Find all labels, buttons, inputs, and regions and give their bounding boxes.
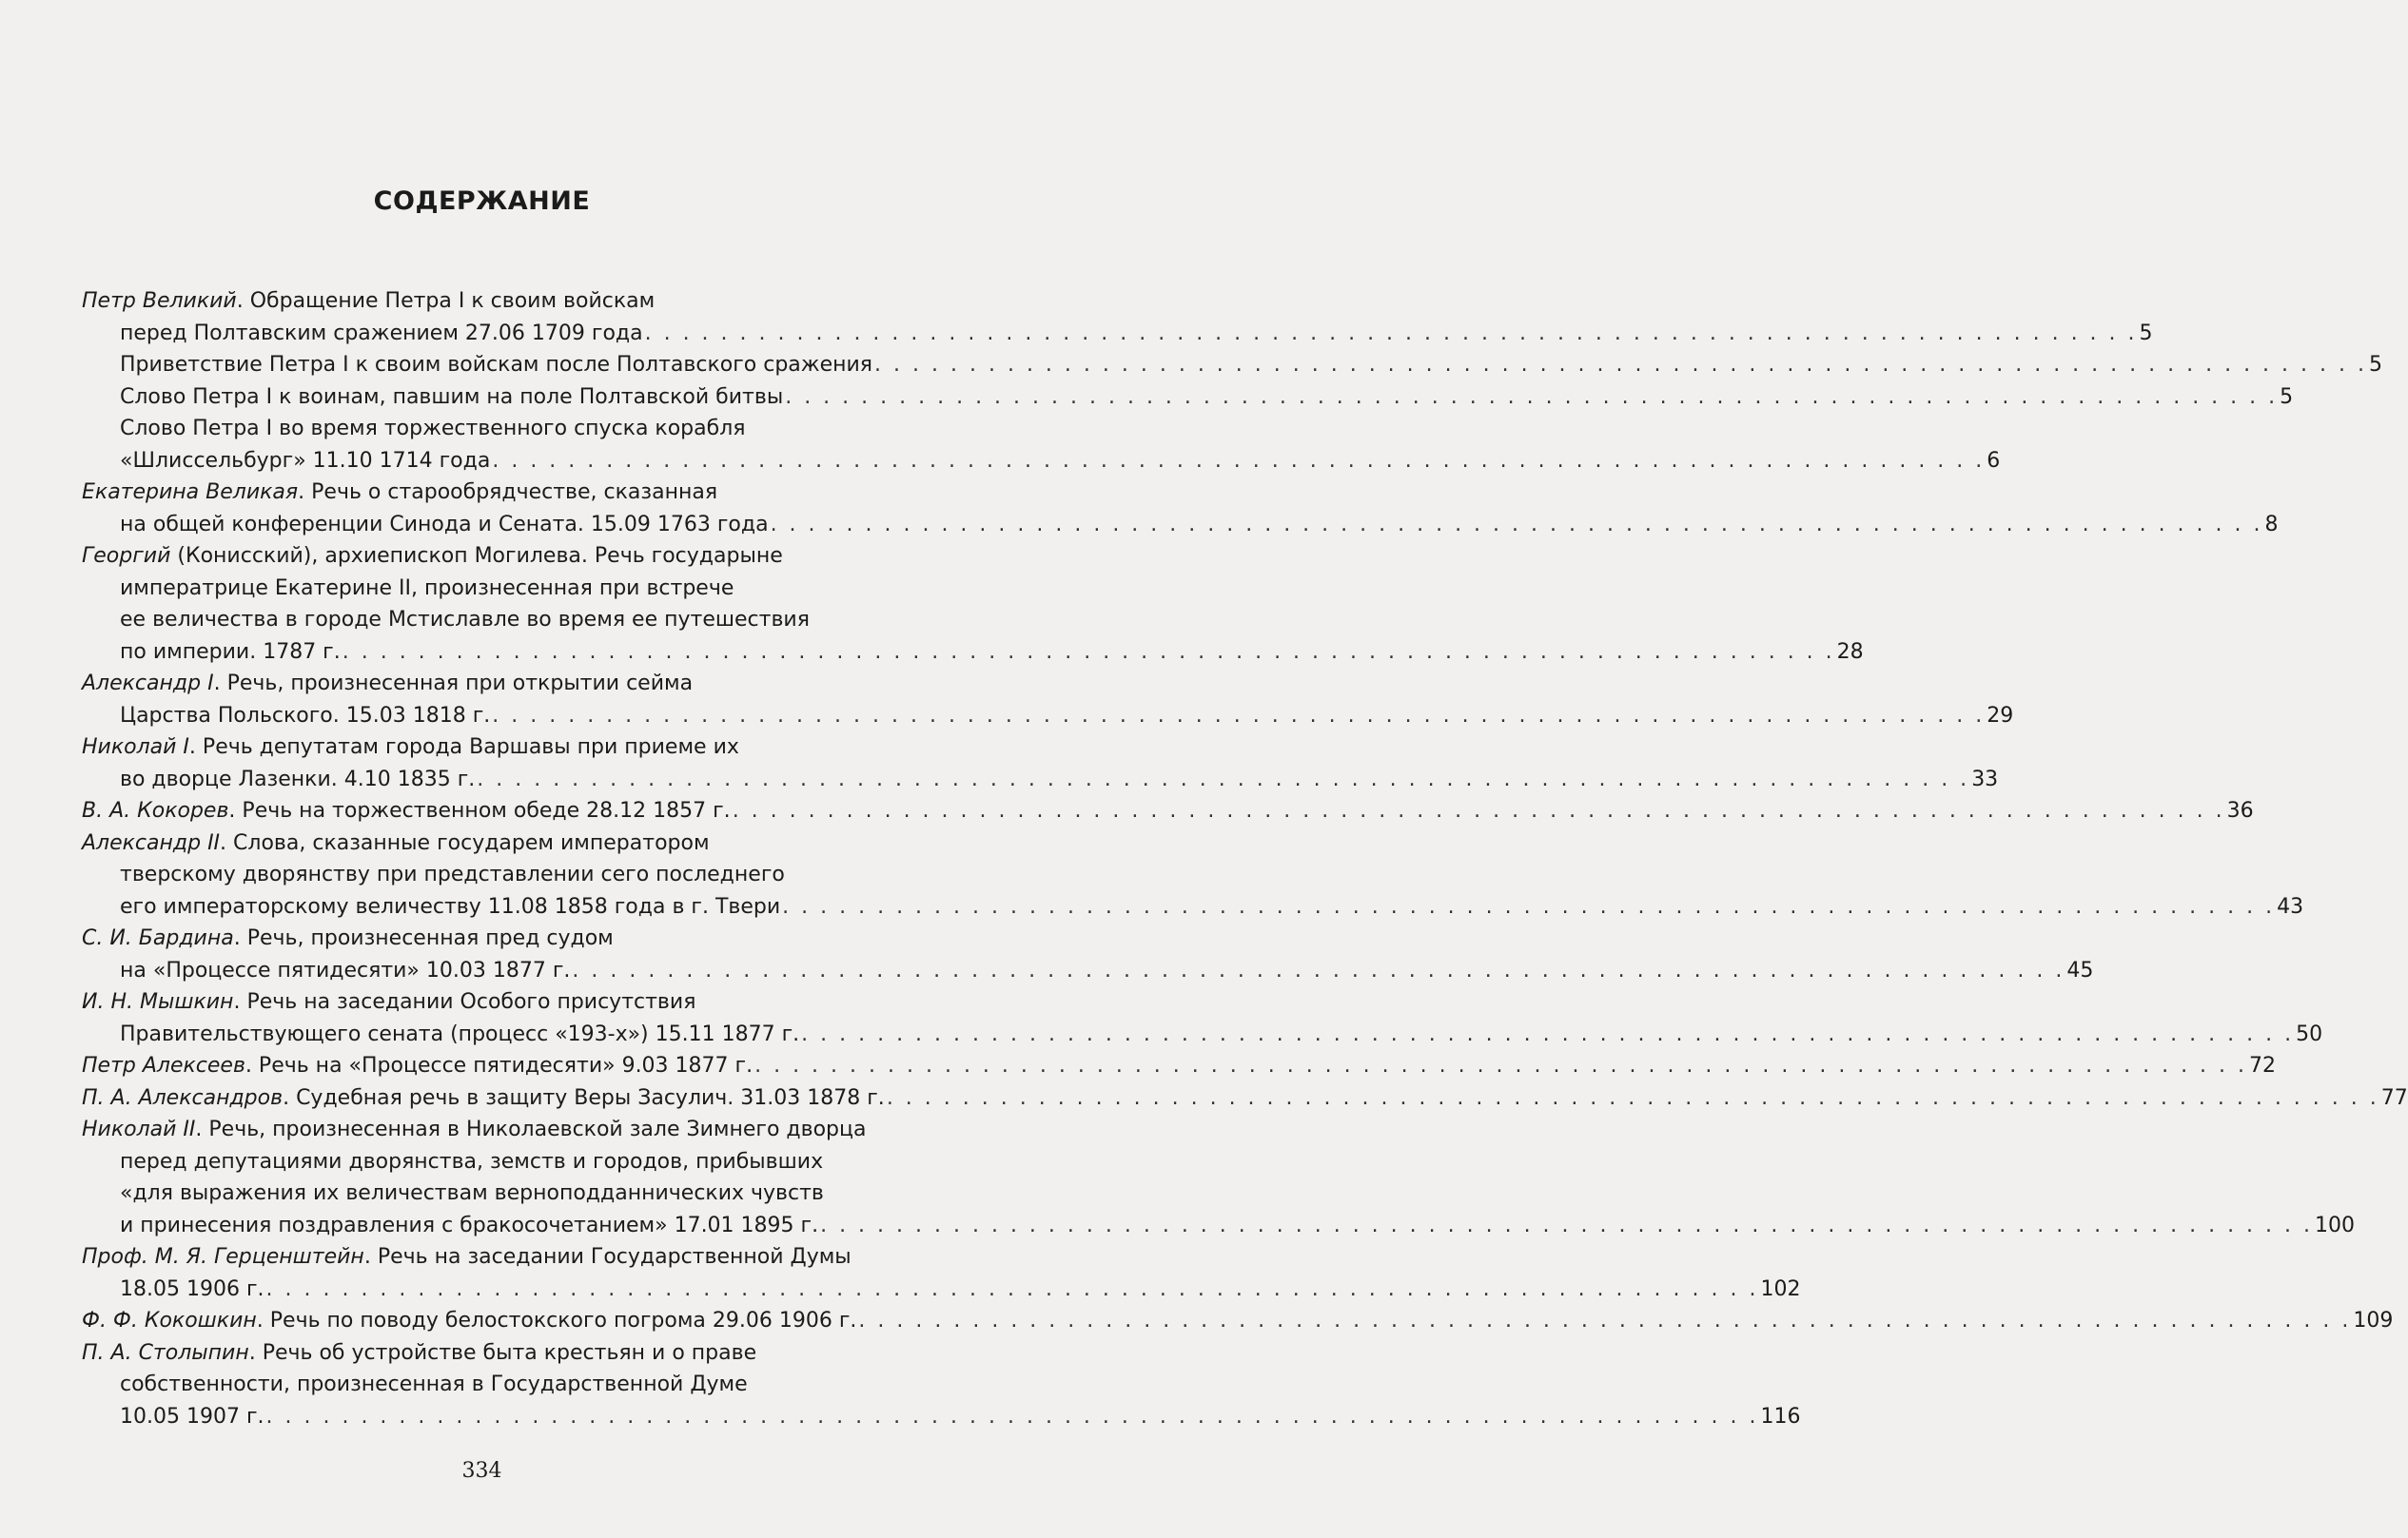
toc-title: (Конисский), архиепископ Могилева. Речь государыне — [177, 544, 783, 568]
toc-author: Георгий — [82, 544, 171, 568]
toc-line — [82, 445, 2001, 477]
toc-line: Петр Алексеев. Речь на «Процессе пятидесяти» 9.03 1877 г. . . . . . . . . . . . . . . . . . . . . . . . . . . . . . . . . . . . . . . . . . . . . . . . . . . . . . . . . . . . . . . . . . . . . . . . . . . . . . . . 72 — [82, 1050, 919, 1082]
toc-title: Речь на заседании Государственной Думы — [377, 1245, 852, 1269]
toc-title: его императорскому величеству 11.08 1858 года в г. Твери — [120, 894, 781, 919]
toc-title: во дворце Лазенки. 4.10 1835 г. — [120, 767, 476, 791]
toc-title: Речь по поводу белостокского погрома 29.06 1906 г. — [269, 1309, 857, 1333]
toc-line: С. И. Бардина. Речь, произнесенная пред судом — [82, 926, 614, 950]
toc-title: Речь на торжественном обеде 28.12 1857 г. — [242, 799, 731, 823]
toc-entry — [82, 986, 2323, 1050]
toc-line — [82, 604, 919, 636]
toc-entry — [82, 381, 2294, 414]
toc-line: П. А. Столыпин. Речь об устройстве быта крестьян и о праве — [82, 1340, 757, 1365]
toc-line — [82, 573, 919, 605]
toc-title: Речь на «Процессе пятидесяти» 9.03 1877 г. — [258, 1054, 754, 1078]
toc-author: П. А. Столыпин — [82, 1340, 249, 1365]
toc-title: 10.05 1907 г. — [120, 1404, 264, 1429]
toc-title: Судебная речь в защиту Веры Засулич. 31.03 1878 г. — [296, 1085, 885, 1110]
toc-title: ее величества в городе Мстиславле во время ее путешествия — [120, 608, 810, 632]
toc-entry — [82, 668, 2014, 731]
toc-title: на общей конференции Синода и Сената. 15.09 1763 года — [120, 512, 769, 536]
toc-line: В. А. Кокорев. Речь на торжественном обеде 28.12 1857 г. . . . . . . . . . . . . . . . . . . . . . . . . . . . . . . . . . . . . . . . . . . . . . . . . . . . . . . . . . . . . . . . . . . . . . . . . . . . . . . . 36 — [82, 795, 919, 827]
toc-author: П. А. Александров — [82, 1085, 284, 1110]
toc-line — [82, 413, 919, 445]
toc-page-number: 5 — [2368, 353, 2382, 377]
dot-leader: . . . . . . . . . . . . . . . . . . . . . . . . . . . . . . . . . . . . . . . . . . . . . . . . . . . . . . . . . . . . . . . . . . . . . . . . . . . . . . . — [754, 1054, 2248, 1078]
toc-author: В. А. Кокорев — [82, 799, 229, 823]
toc-page-number: 102 — [1760, 1276, 1801, 1301]
toc-title: перед депутациями дворянства, земств и городов, прибывших — [120, 1149, 824, 1174]
toc-line — [82, 1210, 2356, 1242]
toc-entry — [82, 349, 2382, 381]
toc-title: Обращение Петра I к своим войскам — [249, 289, 656, 313]
toc-line: Николай II. Речь, произнесенная в Николаевской зале Зимнего дворца — [82, 1118, 867, 1141]
dot-leader: . . . . . . . . . . . . . . . . . . . . . . . . . . . . . . . . . . . . . . . . . . . . . . . . . . . . . . . . . . . . . . . . . . . . . . . . . . . . . . . — [342, 639, 1835, 664]
toc-page-number: 109 — [2353, 1309, 2394, 1333]
toc-line — [82, 1019, 2323, 1051]
toc-title: собственности, произнесенная в Государственной Думе — [120, 1373, 748, 1396]
toc-entry — [82, 731, 1999, 795]
dot-leader: . . . . . . . . . . . . . . . . . . . . . . . . . . . . . . . . . . . . . . . . . . . . . . . . . . . . . . . . . . . . . . . . . . . . . . . . . . . . . . . — [886, 1085, 2379, 1110]
toc-line: Александр II. Слова, сказанные государем императором — [82, 830, 710, 855]
toc-entry — [82, 540, 1864, 668]
toc-page-number: 45 — [2066, 958, 2094, 983]
toc-author: Александр II — [82, 830, 221, 855]
toc-line — [82, 859, 919, 891]
toc-page-number: 28 — [1836, 639, 1864, 664]
toc-title: 18.05 1906 г. — [120, 1276, 264, 1301]
toc-page-number: 8 — [2264, 512, 2279, 536]
toc-line: Проф. М. Я. Герценштейн. Речь на заседании Государственной Думы — [82, 1245, 852, 1269]
toc-line — [82, 955, 2094, 987]
dot-leader: . . . . . . . . . . . . . . . . . . . . . . . . . . . . . . . . . . . . . . . . . . . . . . . . . . . . . . . . . . . . . . . . . . . . . . . . . . . . . . . — [874, 353, 2367, 377]
table-of-contents — [82, 285, 2408, 1432]
toc-title: Речь на заседании Особого присутствия — [246, 990, 696, 1014]
toc-author: И. Н. Мышкин — [82, 990, 234, 1014]
dot-leader: . . . . . . . . . . . . . . . . . . . . . . . . . . . . . . . . . . . . . . . . . . . . . . . . . . . . . . . . . . . . . . . . . . . . . . . . . . . . . . . — [265, 1276, 1759, 1301]
toc-line — [82, 509, 2279, 541]
toc-entry — [82, 477, 2279, 540]
toc-title: Слово Петра I во время торжественного спуска корабля — [120, 417, 746, 440]
toc-page-number: 72 — [2249, 1054, 2277, 1078]
toc-line — [82, 349, 2382, 381]
toc-title: Приветствие Петра I к своим войскам после Полтавского сражения — [120, 353, 873, 377]
toc-page-number: 29 — [1987, 703, 2014, 728]
toc-title: и принесения поздравления с бракосочетанием» 17.01 1895 г. — [120, 1213, 819, 1237]
toc-author: Екатерина Великая — [82, 480, 299, 504]
dot-leader: . . . . . . . . . . . . . . . . . . . . . . . . . . . . . . . . . . . . . . . . . . . . . . . . . . . . . . . . . . . . . . . . . . . . . . . . . . . . . . . — [572, 958, 2065, 983]
toc-title: Правительствующего сената (процесс «193-х») 15.11 1877 г. — [120, 1022, 800, 1046]
toc-entry — [82, 923, 2094, 986]
toc-line — [82, 764, 1999, 796]
toc-entry — [82, 1114, 2356, 1241]
dot-leader: . . . . . . . . . . . . . . . . . . . . . . . . . . . . . . . . . . . . . . . . . . . . . . . . . . . . . . . . . . . . . . . . . . . . . . . . . . . . . . . — [644, 321, 2138, 345]
dot-leader: . . . . . . . . . . . . . . . . . . . . . . . . . . . . . . . . . . . . . . . . . . . . . . . . . . . . . . . . . . . . . . . . . . . . . . . . . . . . . . . — [782, 894, 2276, 919]
dot-leader: . . . . . . . . . . . . . . . . . . . . . . . . . . . . . . . . . . . . . . . . . . . . . . . . . . . . . . . . . . . . . . . . . . . . . . . . . . . . . . . — [477, 767, 1970, 791]
toc-line — [82, 1146, 919, 1178]
toc-author: Николай I — [82, 735, 189, 759]
toc-line — [82, 381, 2294, 414]
toc-author: Николай II — [82, 1118, 196, 1141]
toc-page-number: 5 — [2280, 384, 2294, 409]
toc-page-number: 5 — [2139, 321, 2153, 345]
toc-line — [82, 1369, 919, 1401]
dot-leader: . . . . . . . . . . . . . . . . . . . . . . . . . . . . . . . . . . . . . . . . . . . . . . . . . . . . . . . . . . . . . . . . . . . . . . . . . . . . . . . — [732, 799, 2225, 823]
toc-line — [82, 1274, 1801, 1306]
toc-title: Слово Петра I к воинам, павшим на поле Полтавской битвы — [120, 384, 784, 409]
toc-entry — [82, 795, 2254, 827]
toc-title: Речь, произнесенная при открытии сейма — [226, 672, 694, 695]
toc-entry — [82, 1050, 2277, 1082]
toc-entry — [82, 1241, 1801, 1305]
toc-page-number: 6 — [1987, 448, 2001, 473]
toc-author: Петр Алексеев — [82, 1054, 245, 1078]
toc-title: тверскому дворянству при представлении сего последнего — [120, 863, 785, 886]
toc-page-number: 100 — [2315, 1213, 2356, 1237]
dot-leader: . . . . . . . . . . . . . . . . . . . . . . . . . . . . . . . . . . . . . . . . . . . . . . . . . . . . . . . . . . . . . . . . . . . . . . . . . . . . . . . — [858, 1309, 2352, 1333]
toc-title: Речь, произнесенная в Николаевской зале Зимнего дворца — [208, 1118, 867, 1141]
dot-leader: . . . . . . . . . . . . . . . . . . . . . . . . . . . . . . . . . . . . . . . . . . . . . . . . . . . . . . . . . . . . . . . . . . . . . . . . . . . . . . . — [265, 1404, 1759, 1429]
toc-entry — [82, 285, 2153, 349]
toc-page-number: 77 — [2380, 1085, 2408, 1110]
toc-line — [82, 540, 919, 573]
toc-title: Речь, произнесенная пред судом — [246, 926, 614, 950]
page-number: 334 — [461, 1459, 502, 1483]
toc-title: «Шлиссельбург» 11.10 1714 года — [120, 448, 491, 473]
toc-title: на «Процессе пятидесяти» 10.03 1877 г. — [120, 958, 571, 983]
toc-line: Петр Великий. Обращение Петра I к своим войскам — [82, 289, 656, 313]
toc-author: Александр I — [82, 672, 214, 695]
toc-entry — [82, 1337, 1801, 1433]
toc-line — [82, 318, 2153, 350]
toc-line — [82, 700, 2014, 732]
toc-line: Ф. Ф. Кокошкин. Речь по поводу белостокского погрома 29.06 1906 г. . . . . . . . . . . . . . . . . . . . . . . . . . . . . . . . . . . . . . . . . . . . . . . . . . . . . . . . . . . . . . . . . . . . . . . . . . . . . . . . 109 — [82, 1305, 919, 1337]
toc-title: Царства Польского. 15.03 1818 г. — [120, 703, 491, 728]
toc-author: С. И. Бардина — [82, 926, 234, 950]
toc-line: Екатерина Великая. Речь о старообрядчестве, сказанная — [82, 480, 718, 504]
toc-title: Речь об устройстве быта крестьян и о праве — [262, 1340, 757, 1365]
toc-line — [82, 891, 2304, 924]
toc-title: перед Полтавским сражением 27.06 1709 года — [120, 321, 643, 345]
toc-page-number: 116 — [1760, 1404, 1801, 1429]
toc-entry — [82, 1082, 2408, 1115]
toc-title: по империи. 1787 г. — [120, 639, 341, 664]
toc-page-number: 36 — [2226, 799, 2254, 823]
toc-entry — [82, 413, 2001, 477]
toc-page-number: 43 — [2277, 894, 2304, 919]
toc-title: «для выражения их величествам верноподданнических чувств — [120, 1181, 824, 1205]
toc-title: императрице Екатерине II, произнесенная при встрече — [120, 575, 734, 600]
toc-line — [82, 1178, 919, 1210]
toc-line: П. А. Александров. Судебная речь в защиту Веры Засулич. 31.03 1878 г. . . . . . . . . . . . . . . . . . . . . . . . . . . . . . . . . . . . . . . . . . . . . . . . . . . . . . . . . . . . . . . . . . . . . . . . . . . . . . . . 77 — [82, 1082, 919, 1115]
dot-leader: . . . . . . . . . . . . . . . . . . . . . . . . . . . . . . . . . . . . . . . . . . . . . . . . . . . . . . . . . . . . . . . . . . . . . . . . . . . . . . . — [785, 384, 2279, 409]
dot-leader: . . . . . . . . . . . . . . . . . . . . . . . . . . . . . . . . . . . . . . . . . . . . . . . . . . . . . . . . . . . . . . . . . . . . . . . . . . . . . . . — [770, 512, 2263, 536]
dot-leader: . . . . . . . . . . . . . . . . . . . . . . . . . . . . . . . . . . . . . . . . . . . . . . . . . . . . . . . . . . . . . . . . . . . . . . . . . . . . . . . — [492, 448, 1986, 473]
toc-page-number: 33 — [1971, 767, 1999, 791]
toc-title: Речь о старообрядчестве, сказанная — [311, 480, 718, 504]
dot-leader: . . . . . . . . . . . . . . . . . . . . . . . . . . . . . . . . . . . . . . . . . . . . . . . . . . . . . . . . . . . . . . . . . . . . . . . . . . . . . . . — [492, 703, 1986, 728]
toc-author: Ф. Ф. Кокошкин — [82, 1309, 257, 1333]
toc-line: Николай I. Речь депутатам города Варшавы при приеме их — [82, 735, 739, 759]
dot-leader: . . . . . . . . . . . . . . . . . . . . . . . . . . . . . . . . . . . . . . . . . . . . . . . . . . . . . . . . . . . . . . . . . . . . . . . . . . . . . . . — [801, 1022, 2295, 1046]
toc-line — [82, 636, 1864, 669]
toc-line — [82, 1401, 1801, 1433]
toc-title: Слова, сказанные государем императором — [233, 830, 710, 855]
toc-title: Речь депутатам города Варшавы при приеме их — [202, 735, 739, 759]
toc-author: Проф. М. Я. Герценштейн — [82, 1245, 364, 1269]
toc-page-number: 50 — [2296, 1022, 2323, 1046]
dot-leader: . . . . . . . . . . . . . . . . . . . . . . . . . . . . . . . . . . . . . . . . . . . . . . . . . . . . . . . . . . . . . . . . . . . . . . . . . . . . . . . — [820, 1213, 2314, 1237]
toc-entry — [82, 1305, 2394, 1337]
toc-line: И. Н. Мышкин. Речь на заседании Особого присутствия — [82, 990, 696, 1014]
page-title: СОДЕРЖАНИЕ — [373, 186, 591, 216]
toc-line: Александр I. Речь, произнесенная при открытии сейма — [82, 672, 694, 695]
toc-author: Петр Великий — [82, 289, 237, 313]
toc-entry — [82, 827, 2304, 924]
